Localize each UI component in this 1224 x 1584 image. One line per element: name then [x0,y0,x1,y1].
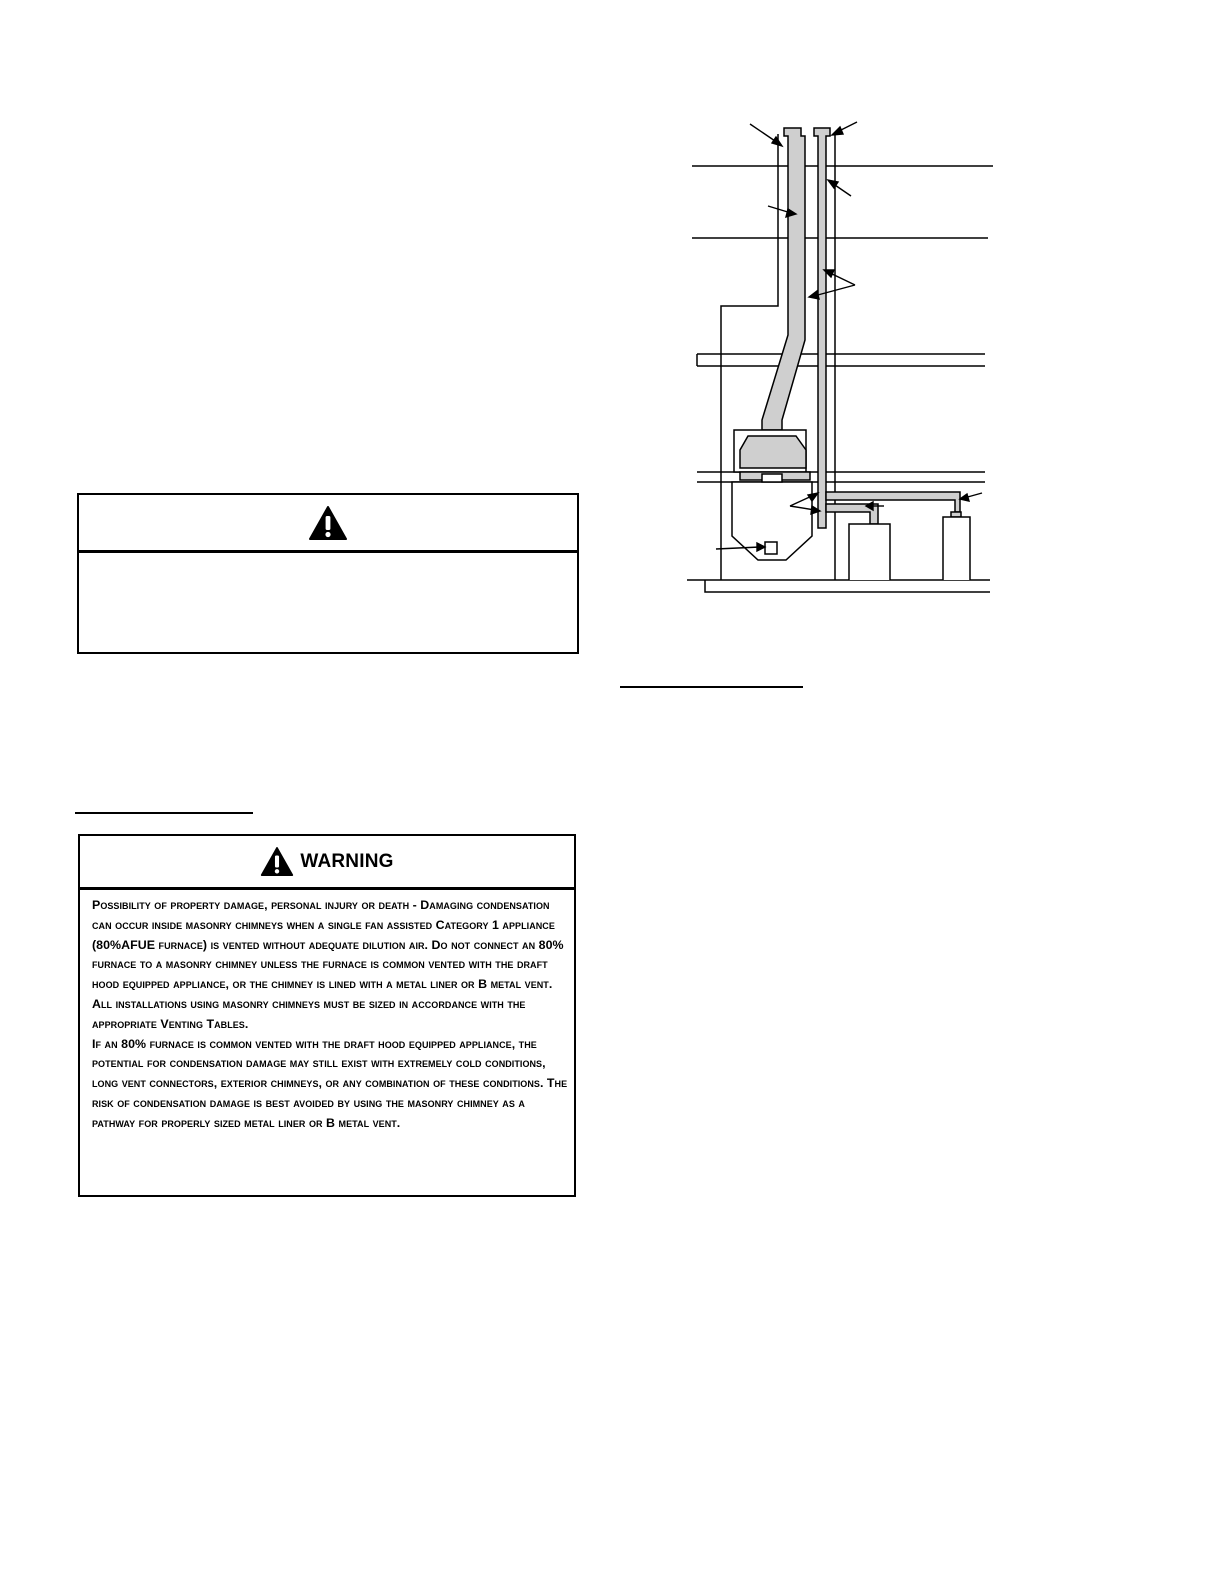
furnace-vent-pipe [762,128,805,430]
masonry-chimney-venting-diagram [680,110,1000,600]
section-heading-rule-right [620,686,803,688]
warning-box-header [80,836,574,890]
warning-title: WARNING [300,850,394,872]
warning-box [78,834,576,1197]
chimney-liner [814,128,830,528]
control-box [765,542,777,554]
warning-paragraph-1: Possibility of property damage, personal injury or death - Damaging condensation can occur inside masonry chimneys when a single fan assisted Category 1 appliance (80%AFUE furnace) is vented without adequate dilution air. Do not connect an 80% furnace to a masonry chimney unless the furnace is common vented with the draft hood equipped appliance, or the chimney is lined with a metal liner or B metal vent. All installations using masonry chimneys must be sized in accordance with the appropriate Venting Tables. [92,898,564,1031]
warning-body [92,896,570,1134]
water-heater-1 [849,524,890,580]
water-heater-2 [943,517,970,580]
warning-triangle-icon [260,846,294,877]
caution-box [77,493,579,654]
warning-paragraph-2: If an 80% furnace is common vented with the draft hood equipped appliance, the potential for condensation damage may still exist with extremely cold conditions, long vent connectors, exterior chimneys, or any combination of these conditions. The risk of condensation damage is best avoided by using the masonry chimney as a pathway for properly sized metal liner or B metal vent. [92,1036,568,1130]
warning-triangle-icon [308,505,348,541]
section-heading-rule [75,812,253,814]
caution-box-header [79,495,577,553]
furnace [732,430,812,560]
water-heater-connectors [826,492,961,524]
